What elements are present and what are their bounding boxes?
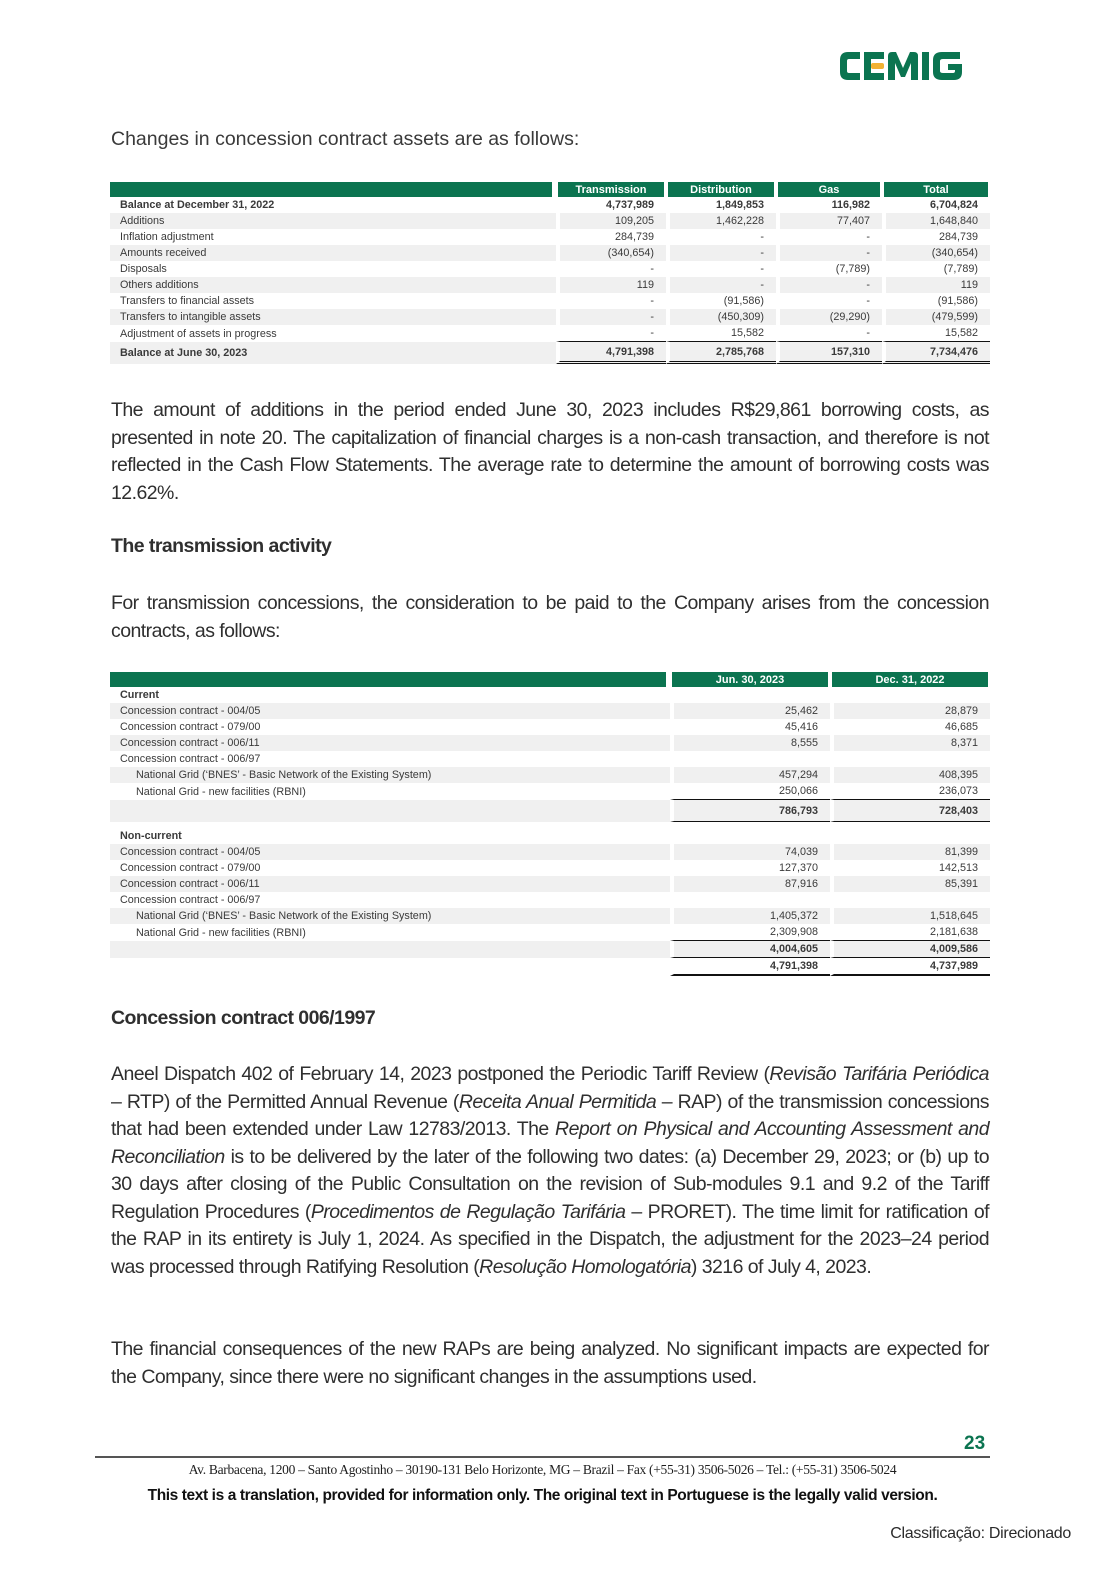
table-row xyxy=(110,277,990,293)
cell-value: (7,789) xyxy=(882,261,990,277)
header-blank-cell xyxy=(110,672,670,687)
cell-value: 7,734,476 xyxy=(882,342,990,364)
cell-value: 1,849,853 xyxy=(666,197,776,213)
table-row xyxy=(110,719,990,735)
subtotal-label xyxy=(110,800,670,822)
column-header-transmission: Transmission xyxy=(556,182,666,197)
cell-value: 2,785,768 xyxy=(666,342,776,364)
text-span: – PRORET). The time limit for ratification of the RAP in its entirety is July 1, 2024. As specified in the Dispatch, the adjustment for the 2023–24 period was processed through Ratifying Resolution ( xyxy=(111,1200,989,1278)
row-label: Concession contract - 006/97 xyxy=(120,753,261,765)
table-row xyxy=(110,924,990,941)
table-header-row xyxy=(110,182,990,197)
cell-value: 1,518,645 xyxy=(830,908,990,924)
row-label: Amounts received xyxy=(110,245,556,261)
cell-value xyxy=(830,892,990,908)
table-row xyxy=(110,213,990,229)
row-label: National Grid (‘BNES’ - Basic Network of the Existing System) xyxy=(110,767,670,783)
cell-value: 85,391 xyxy=(830,876,990,892)
table-row xyxy=(110,783,990,800)
row-label: National Grid - new facilities (RBNI) xyxy=(136,926,306,939)
cell-value: 81,399 xyxy=(830,844,990,860)
cell-value: - xyxy=(776,325,882,342)
cell-value: (340,654) xyxy=(556,245,666,261)
table-row xyxy=(110,309,990,325)
cell-value: 4,009,586 xyxy=(830,941,990,958)
cell-value: 74,039 xyxy=(670,844,830,860)
italic-term: Resolução Homologatória xyxy=(479,1255,691,1278)
noncurrent-subtotal-row xyxy=(110,941,990,958)
footer-address: Av. Barbacena, 1200 – Santo Agostinho – 30190-131 Belo Horizonte, MG – Brazil – Fax (+55-31) 3506-5026 – Tel.: (+55-31) 3506-5024 xyxy=(188,1462,897,1477)
cell-value: - xyxy=(556,261,666,277)
footer-divider xyxy=(95,1456,990,1458)
cell-value: 4,737,989 xyxy=(830,958,990,976)
cell-value: 109,205 xyxy=(556,213,666,229)
cell-value: (91,586) xyxy=(882,293,990,309)
italic-term: Receita Anual Permitida xyxy=(458,1090,657,1113)
row-label: Inflation adjustment xyxy=(120,231,214,243)
translation-disclaimer: This text is a translation, provided for information only. The original text in Portuguese is the legally valid version. xyxy=(147,1487,938,1504)
table-row xyxy=(110,908,990,924)
cell-value xyxy=(830,751,990,767)
cell-value: 142,513 xyxy=(830,860,990,876)
cell-value: 1,462,228 xyxy=(666,213,776,229)
row-label: Concession contract - 006/11 xyxy=(110,735,670,751)
cell-value: (7,789) xyxy=(776,261,882,277)
row-label: Concession contract - 004/05 xyxy=(110,844,670,860)
classification-label: Classificação: Direcionado xyxy=(890,1525,1071,1542)
table-row xyxy=(110,229,990,245)
transmission-activity-heading: The transmission activity xyxy=(111,535,332,557)
section-label-row xyxy=(110,687,990,703)
cell-value: 6,704,824 xyxy=(882,197,990,213)
cell-value: - xyxy=(776,277,882,293)
empty-cell xyxy=(670,828,830,844)
cell-value: 119 xyxy=(556,277,666,293)
cell-value: 408,395 xyxy=(830,767,990,783)
cell-value: 46,685 xyxy=(830,719,990,735)
cell-value: 4,737,989 xyxy=(556,197,666,213)
intro-text: Changes in concession contract assets are as follows: xyxy=(111,128,580,150)
cell-value: 28,879 xyxy=(830,703,990,719)
row-label: National Grid (‘BNES’ - Basic Network of the Existing System) xyxy=(110,908,670,924)
row-label: Balance at December 31, 2022 xyxy=(120,199,275,211)
column-header-distribution: Distribution xyxy=(666,182,776,197)
italic-term: Report on Physical and Accounting Assessment and Reconciliation xyxy=(111,1118,989,1168)
cell-value: 25,462 xyxy=(670,703,830,719)
table-row xyxy=(110,325,990,342)
cell-value: 2,309,908 xyxy=(670,924,830,941)
cell-value: 87,916 xyxy=(670,876,830,892)
cell-value: - xyxy=(776,229,882,245)
cell-value: 284,739 xyxy=(882,229,990,245)
row-label: Disposals xyxy=(120,263,167,275)
aneel-dispatch-paragraph xyxy=(111,1061,989,1281)
cell-value: 157,310 xyxy=(776,342,882,364)
cell-value: - xyxy=(666,229,776,245)
row-label: Adjustment of assets in progress xyxy=(120,327,277,340)
text-span: ) 3216 of July 4, 2023. xyxy=(690,1255,872,1278)
cell-value: 2,181,638 xyxy=(830,924,990,941)
row-label: Balance at June 30, 2023 xyxy=(110,342,556,364)
text-span: – RTP) of the Permitted Annual Revenue ( xyxy=(111,1090,459,1113)
cell-value xyxy=(670,892,830,908)
current-subtotal-row xyxy=(110,800,990,822)
empty-cell xyxy=(830,687,990,703)
row-label: Concession contract - 006/97 xyxy=(120,894,261,906)
cell-value: (450,309) xyxy=(666,309,776,325)
cell-value: 250,066 xyxy=(670,783,830,800)
section-label-noncurrent: Non-current xyxy=(120,830,182,842)
cell-value: - xyxy=(666,277,776,293)
cell-value: 15,582 xyxy=(882,325,990,342)
column-header-gas: Gas xyxy=(776,182,882,197)
cell-value: 1,405,372 xyxy=(670,908,830,924)
column-header-total: Total xyxy=(882,182,990,197)
row-label: Concession contract - 079/00 xyxy=(120,721,261,733)
column-header-jun-2023: Jun. 30, 2023 xyxy=(670,672,830,687)
total-label xyxy=(110,958,670,976)
cell-value: - xyxy=(556,325,666,342)
grand-total-row xyxy=(110,958,990,976)
cell-value: (29,290) xyxy=(776,309,882,325)
cell-value: 4,791,398 xyxy=(556,342,666,364)
text-span: – RAP) of the transmission concessions that had been extended under Law 12783/2013. The xyxy=(111,1090,989,1140)
section-label-row xyxy=(110,828,990,844)
cell-value: - xyxy=(556,293,666,309)
cell-value: 728,403 xyxy=(830,800,990,822)
text-span: is to be delivered by the later of the following two dates: (a) December 29, 2023; or (b) up to 30 days after closing of the Public Consultation on the revision of Sub-modules 9.1 and 9.2 of the Tariff Regulation Procedures ( xyxy=(111,1145,989,1223)
cell-value: - xyxy=(666,245,776,261)
table-row xyxy=(110,860,990,876)
cell-value: - xyxy=(666,261,776,277)
table-header-row xyxy=(110,672,990,687)
cell-value: 8,555 xyxy=(670,735,830,751)
page-number: 23 xyxy=(964,1433,986,1454)
concession-assets-changes-table xyxy=(110,182,990,364)
row-label: Transfers to financial assets xyxy=(120,295,255,307)
table-row xyxy=(110,876,990,892)
cell-value: (479,599) xyxy=(882,309,990,325)
empty-cell xyxy=(830,828,990,844)
row-label: Concession contract - 004/05 xyxy=(110,703,670,719)
row-label: Concession contract - 006/11 xyxy=(110,876,670,892)
table-row xyxy=(110,844,990,860)
cell-value: 457,294 xyxy=(670,767,830,783)
table-row xyxy=(110,751,990,767)
header-blank-cell xyxy=(110,182,556,197)
cell-value: - xyxy=(556,309,666,325)
transmission-concessions-table xyxy=(110,672,990,976)
cell-value: 236,073 xyxy=(830,783,990,800)
cell-value: (91,586) xyxy=(666,293,776,309)
cell-value: 119 xyxy=(882,277,990,293)
cemig-logo xyxy=(838,46,988,86)
cell-value: - xyxy=(776,293,882,309)
table-row xyxy=(110,197,990,213)
cell-value: 77,407 xyxy=(776,213,882,229)
text-span: Aneel Dispatch 402 of February 14, 2023 postponed the Periodic Tariff Review ( xyxy=(111,1063,770,1085)
italic-term: Procedimentos de Regulação Tarifária xyxy=(310,1200,626,1223)
empty-cell xyxy=(670,687,830,703)
section-label-current: Current xyxy=(120,689,159,701)
cell-value: 45,416 xyxy=(670,719,830,735)
column-header-dec-2022: Dec. 31, 2022 xyxy=(830,672,990,687)
subtotal-label xyxy=(110,941,670,958)
transmission-intro-paragraph: For transmission concessions, the consideration to be paid to the Company arises from the concession contracts, as follows: xyxy=(111,592,989,642)
table-row xyxy=(110,245,990,261)
cell-value: 4,791,398 xyxy=(670,958,830,976)
cell-value: 4,004,605 xyxy=(670,941,830,958)
table-row xyxy=(110,735,990,751)
cell-value xyxy=(670,751,830,767)
cell-value: (340,654) xyxy=(882,245,990,261)
table-row xyxy=(110,767,990,783)
table-row xyxy=(110,261,990,277)
row-label: Transfers to intangible assets xyxy=(110,309,556,325)
concession-contract-006-1997-heading: Concession contract 006/1997 xyxy=(111,1007,376,1029)
financial-consequences-paragraph: The financial consequences of the new RAPs are being analyzed. No significant impacts are expected for the Company, since there were no significant changes in the assumptions used. xyxy=(111,1338,989,1388)
italic-term: Revisão Tarifária Periódica xyxy=(769,1063,989,1085)
cell-value: 284,739 xyxy=(556,229,666,245)
table-total-row xyxy=(110,342,990,364)
cell-value: 15,582 xyxy=(666,325,776,342)
row-label: Others additions xyxy=(110,277,556,293)
row-label: Concession contract - 079/00 xyxy=(120,862,261,874)
cell-value: 786,793 xyxy=(670,800,830,822)
row-label: National Grid - new facilities (RBNI) xyxy=(136,785,306,798)
cell-value: 1,648,840 xyxy=(882,213,990,229)
cell-value: 116,982 xyxy=(776,197,882,213)
table-row xyxy=(110,892,990,908)
borrowing-costs-paragraph: The amount of additions in the period ended June 30, 2023 includes R$29,861 borrowing costs, as presented in note 20. The capitalization of financial charges is a non-cash transaction, and therefore is not reflected in the Cash Flow Statements. The average rate to determine the amount of borrowing costs was 12.62%. xyxy=(111,399,989,504)
cell-value: 8,371 xyxy=(830,735,990,751)
row-label: Additions xyxy=(110,213,556,229)
table-row xyxy=(110,293,990,309)
cell-value: 127,370 xyxy=(670,860,830,876)
table-row xyxy=(110,703,990,719)
cemig-logo-icon xyxy=(838,46,988,86)
cell-value: - xyxy=(776,245,882,261)
